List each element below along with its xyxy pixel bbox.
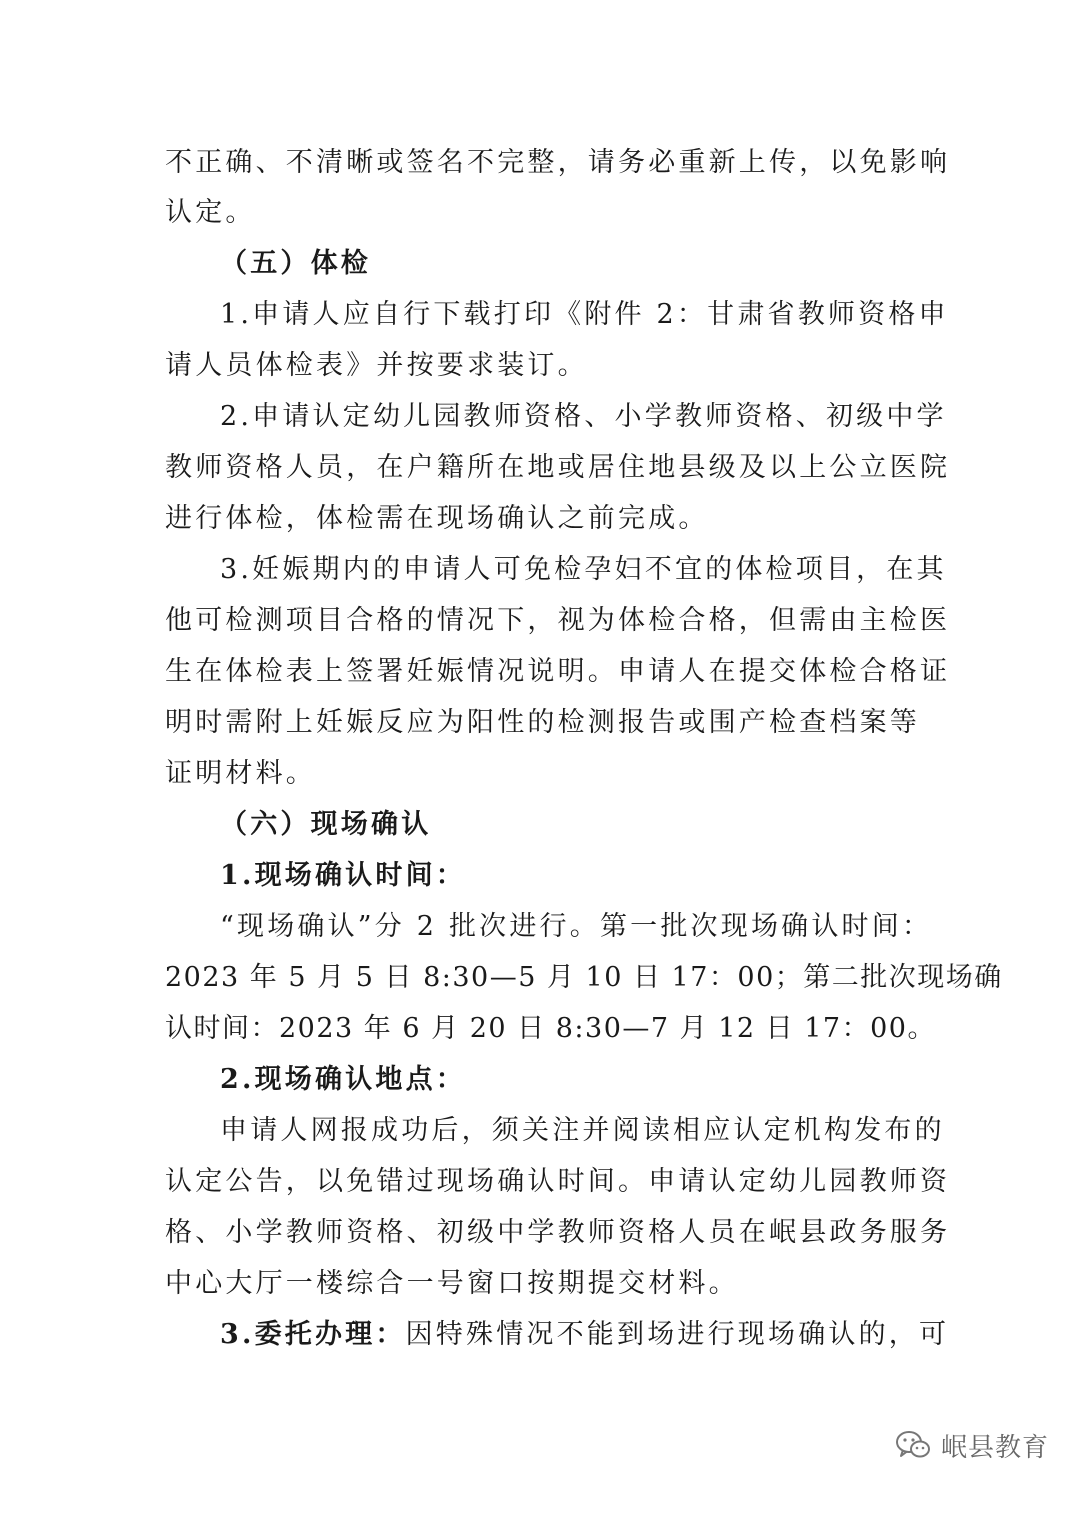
paragraph-line: 请人员体检表》并按要求装订。	[165, 350, 588, 381]
paragraph-line: 他可检测项目合格的情况下，视为体检合格，但需由主检医	[165, 605, 951, 636]
paragraph-line: 不正确、不清晰或签名不完整，请务必重新上传，以免影响	[165, 147, 951, 178]
paragraph-line	[220, 1317, 950, 1353]
paragraph-line: 证明材料。	[165, 758, 316, 789]
watermark	[895, 1425, 1049, 1465]
section-heading-5: （五）体检	[220, 248, 371, 279]
paragraph-line: 明时需附上妊娠反应为阳性的检测报告或围产检查档案等	[165, 707, 920, 738]
paragraph-text: 因特殊情况不能到场进行现场确认的，可	[405, 1319, 950, 1350]
paragraph-line: 格、小学教师资格、初级中学教师资格人员在岷县政务服务	[165, 1217, 951, 1248]
paragraph-line: 生在体检表上签署妊娠情况说明。申请人在提交体检合格证	[165, 656, 951, 687]
subheading-location: 2.现场确认地点：	[220, 1064, 466, 1095]
paragraph-line: 申请人网报成功后，须关注并阅读相应认定机构发布的	[220, 1115, 945, 1146]
subheading-delegate: 3.委托办理：	[220, 1319, 406, 1350]
paragraph-line: 教师资格人员，在户籍所在地或居住地县级及以上公立医院	[165, 452, 951, 483]
paragraph-line: 2023 年 5 月 5 日 8:30—5 月 10 日 17：00；第二批次现场确	[165, 962, 1003, 993]
paragraph-line: 中心大厅一楼综合一号窗口按期提交材料。	[165, 1268, 739, 1299]
paragraph-line: 进行体检，体检需在现场确认之前完成。	[165, 503, 709, 534]
watermark-text: 岷县教育	[941, 1432, 1050, 1463]
paragraph-line: 认时间：2023 年 6 月 20 日 8:30—7 月 12 日 17：00。	[165, 1013, 936, 1044]
paragraph-line: 认定公告，以免错过现场确认时间。申请认定幼儿园教师资	[165, 1166, 951, 1197]
paragraph-line: 3.妊娠期内的申请人可免检孕妇不宜的体检项目，在其	[220, 554, 947, 585]
wechat-icon	[895, 1429, 931, 1461]
section-heading-6: （六）现场确认	[220, 809, 432, 840]
paragraph-line: 认定。	[165, 197, 256, 228]
subheading-time: 1.现场确认时间：	[220, 860, 466, 891]
paragraph-line: 1.申请人应自行下载打印《附件 2：甘肃省教师资格申	[220, 299, 949, 330]
paragraph-line: 2.申请认定幼儿园教师资格、小学教师资格、初级中学	[220, 401, 947, 432]
paragraph-line: “现场确认”分 2 批次进行。第一批次现场确认时间：	[220, 911, 933, 942]
